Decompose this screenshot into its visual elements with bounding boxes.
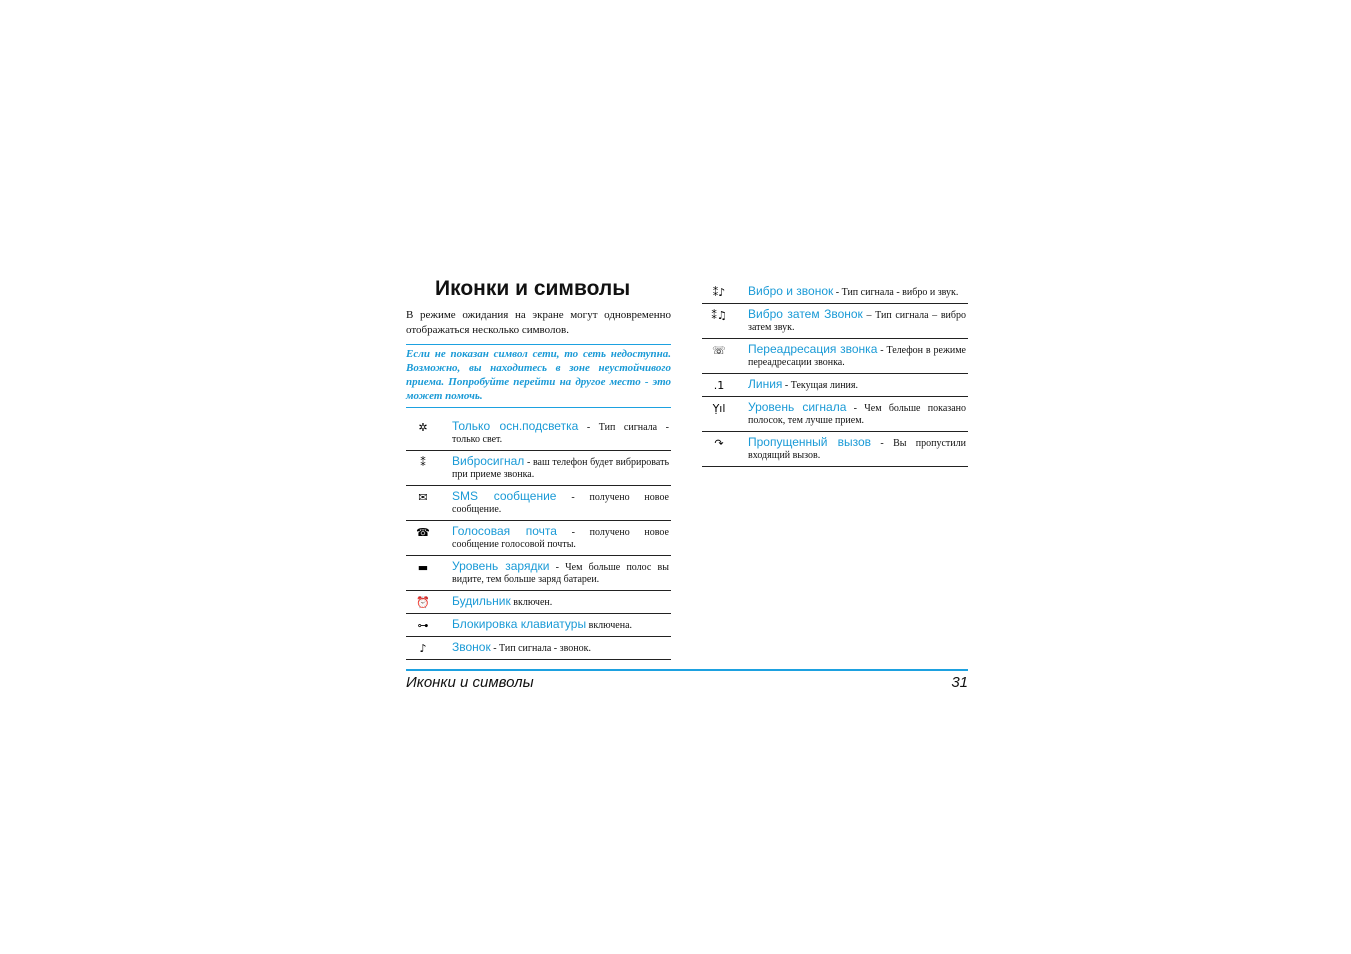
ring-note-icon: ♪ [406, 637, 440, 660]
icon-description [440, 416, 671, 451]
icon-row [406, 556, 671, 591]
icon-row [406, 416, 671, 451]
icon-term-explanation: – Тип сигнала – вибро затем звук. [748, 310, 966, 333]
icon-description [736, 339, 968, 374]
icon-term: Только осн.подсветка [452, 419, 579, 433]
icon-description [736, 432, 968, 467]
icon-term-explanation: - получено новое сообщение. [452, 492, 669, 515]
icon-description [736, 374, 968, 397]
left-column [406, 276, 671, 660]
icon-row [702, 374, 968, 397]
icon-term: SMS сообщение [452, 489, 557, 503]
icon-description [736, 281, 968, 304]
icon-description [736, 397, 968, 432]
icon-term-explanation: - Текущая линия. [782, 380, 859, 391]
icon-row [406, 591, 671, 614]
footer-page-number: 31 [951, 674, 968, 691]
icon-table-right [702, 281, 968, 467]
icon-term: Вибро и звонок [748, 284, 834, 298]
icon-term: Вибро затем Звонок [748, 307, 863, 321]
icon-term-explanation: - ваш телефон будет вибрировать при приеме звонка. [452, 457, 669, 480]
icon-term: Вибросигнал [452, 454, 525, 468]
icon-term: Линия [748, 377, 783, 391]
icon-description [440, 521, 671, 556]
icon-row [406, 486, 671, 521]
icon-description [736, 304, 968, 339]
icon-row [702, 432, 968, 467]
icon-term-explanation: - Вы пропустили входящий вызов. [748, 438, 966, 461]
icon-table-left [406, 416, 671, 660]
icon-term-explanation: - Тип сигнала - вибро и звук. [833, 287, 959, 298]
icon-term: Уровень зарядки [452, 559, 550, 573]
icon-term: Уровень сигнала [748, 400, 847, 414]
icon-row [702, 339, 968, 374]
icon-term: Голосовая почта [452, 524, 557, 538]
icon-term-explanation: - Чем больше показано полосок, тем лучше прием. [748, 403, 966, 426]
page-title: Иконки и символы [435, 277, 631, 300]
icon-row [406, 637, 671, 660]
icon-row [702, 397, 968, 432]
backlight-icon: ✲ [406, 416, 440, 451]
icon-row [406, 451, 671, 486]
icon-term-explanation: - Тип сигнала - звонок. [490, 643, 591, 654]
line-icon: .1 [702, 374, 736, 397]
icon-term: Будильник [452, 594, 511, 608]
signal-strength-icon: Ỵıl [702, 397, 736, 432]
intro-paragraph: В режиме ожидания на экране могут одновременно отображаться несколько символов. [406, 309, 671, 336]
icon-term-explanation: включен. [510, 597, 553, 608]
key-lock-icon: ⊶ [406, 614, 440, 637]
footer-section-title: Иконки и символы [406, 674, 534, 691]
icon-row [702, 304, 968, 339]
icon-description [440, 637, 671, 660]
icon-term-explanation: - Тип сигнала - только свет. [452, 422, 670, 445]
icon-row [406, 521, 671, 556]
icon-term-explanation: включена. [586, 620, 633, 631]
icon-term: Переадресация звонка [748, 342, 878, 356]
vibra-ring-icon: ⁑♪ [702, 281, 736, 304]
right-column [702, 281, 968, 467]
vibra-icon: ⁑ [406, 451, 440, 486]
vibra-then-ring-icon: ⁑♫ [702, 304, 736, 339]
missed-call-icon: ↷ [702, 432, 736, 467]
icon-term: Звонок [452, 640, 491, 654]
page-footer [406, 669, 968, 691]
sms-envelope-icon: ✉ [406, 486, 440, 521]
icon-row [702, 281, 968, 304]
icon-term: Пропущенный вызов [748, 435, 872, 449]
icon-description [440, 451, 671, 486]
icon-term-explanation: - Телефон в режиме переадресации звонка. [748, 345, 966, 368]
icon-term-explanation: - получено новое сообщение голосовой почты. [452, 527, 669, 550]
voicemail-icon: ☎ [406, 521, 440, 556]
call-forward-icon: ☏ [702, 339, 736, 374]
icon-term-explanation: - Чем больше полос вы видите, тем больше заряд батареи. [452, 562, 669, 585]
icon-description [440, 486, 671, 521]
icon-description [440, 614, 671, 637]
alarm-bell-icon: ⏰ [406, 591, 440, 614]
battery-icon: ▬ [406, 556, 440, 591]
icon-row [406, 614, 671, 637]
network-note: Если не показан символ сети, то сеть недоступна. Возможно, вы находитесь в зоне неустойчивого приема. Попробуйте перейти на другое место - это может помочь. [406, 344, 671, 408]
icon-description [440, 556, 671, 591]
icon-term: Блокировка клавиатуры [452, 617, 587, 631]
icon-description [440, 591, 671, 614]
